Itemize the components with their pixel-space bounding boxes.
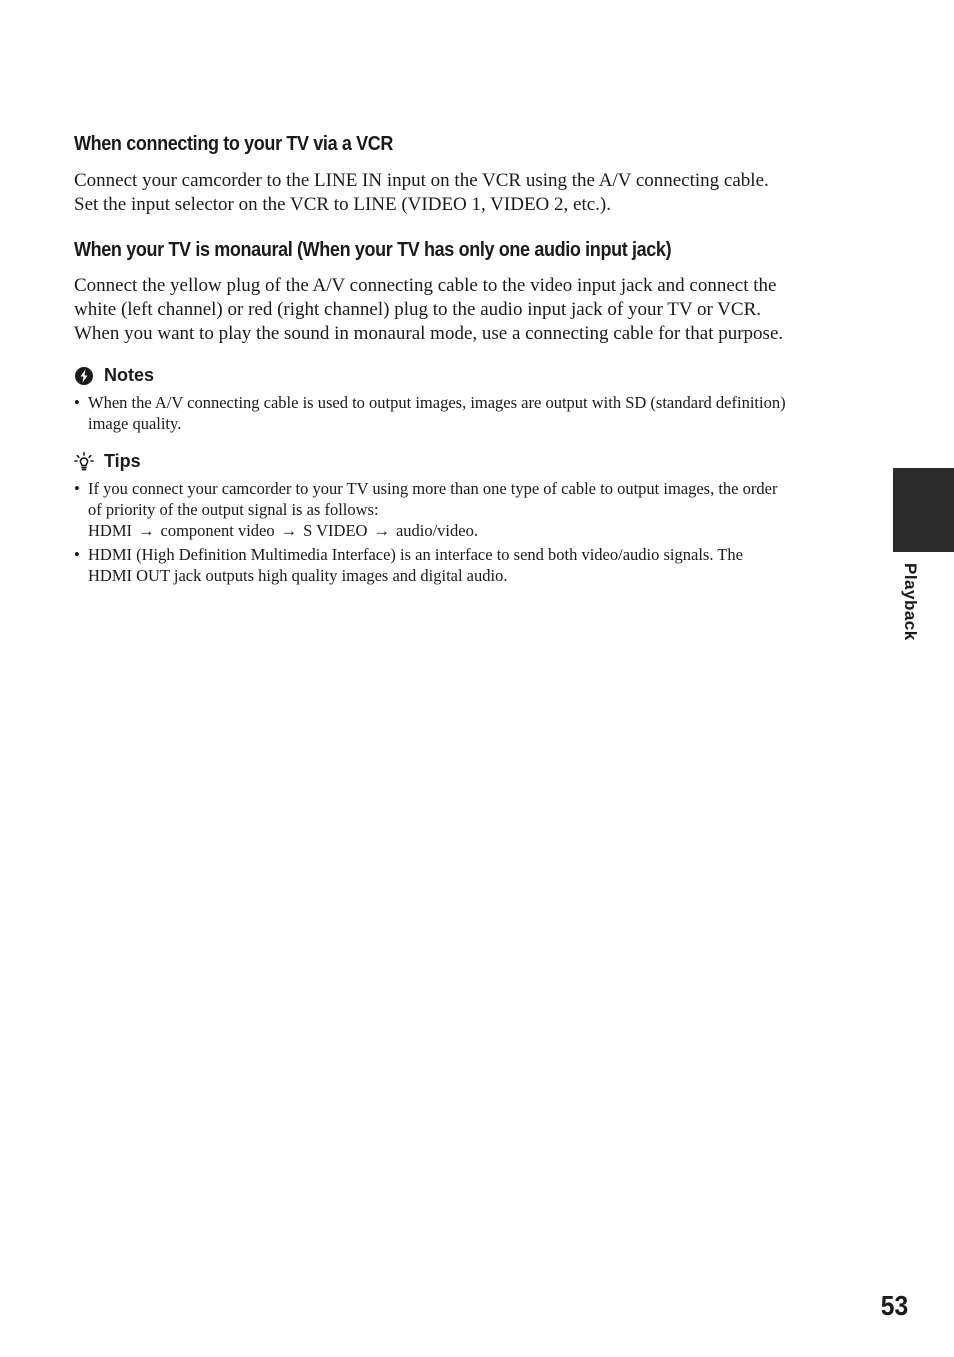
note-line: When the A/V connecting cable is used to output images, images are output with SD (standard definition) [88,393,786,412]
arrow-right-icon: → [373,521,390,540]
bullet: • [74,479,80,498]
lightbulb-icon [74,452,94,472]
tip-line: HDMI (High Definition Multimedia Interface) is an interface to send both video/audio signals. The [88,545,743,564]
chapter-label: Playback [901,563,920,641]
paragraph-line: When you want to play the sound in monaural mode, use a connecting cable for that purpose. [74,323,784,344]
paragraph-line: Set the input selector on the VCR to LINE (VIDEO 1, VIDEO 2, etc.). [74,194,612,215]
bullet: • [74,393,80,412]
heading-monaural: When your TV is monaural (When your TV has only one audio input jack) [74,239,672,261]
notes-title: Notes [104,365,155,385]
tip-line: If you connect your camcorder to your TV using more than one type of cable to output images, the order [88,479,778,498]
arrow-right-icon: → [138,521,155,540]
priority-component: component video [160,521,275,540]
bullet: • [74,545,80,564]
list-item [74,478,866,541]
page-content [74,128,866,589]
priority-svideo: S VIDEO [303,521,368,540]
note-line: image quality. [88,414,182,433]
priority-av: audio/video. [395,521,478,540]
tips-list [74,478,866,586]
tips-title: Tips [104,451,141,471]
paragraph-vcr [74,169,866,217]
tip-line: of priority of the output signal is as follows: [88,500,379,519]
heading-vcr: When connecting to your TV via a VCR [74,133,394,155]
notes-icon [74,366,94,386]
paragraph-monaural [74,274,866,346]
notes-list [74,392,866,434]
paragraph-line: Connect your camcorder to the LINE IN input on the VCR using the A/V connecting cable. [74,170,769,191]
list-item [74,392,866,434]
arrow-right-icon: → [280,521,298,540]
notes-header [74,365,866,386]
chapter-tab [893,468,954,552]
list-item [74,544,866,586]
priority-hdmi: HDMI [88,521,132,540]
paragraph-line: Connect the yellow plug of the A/V connecting cable to the video input jack and connect the [74,275,777,296]
paragraph-line: white (left channel) or red (right channel) plug to the audio input jack of your TV or VCR. [74,299,761,320]
tips-header [74,451,866,472]
tip-line: HDMI OUT jack outputs high quality images and digital audio. [88,566,508,585]
page-number: 53 [880,1290,908,1321]
